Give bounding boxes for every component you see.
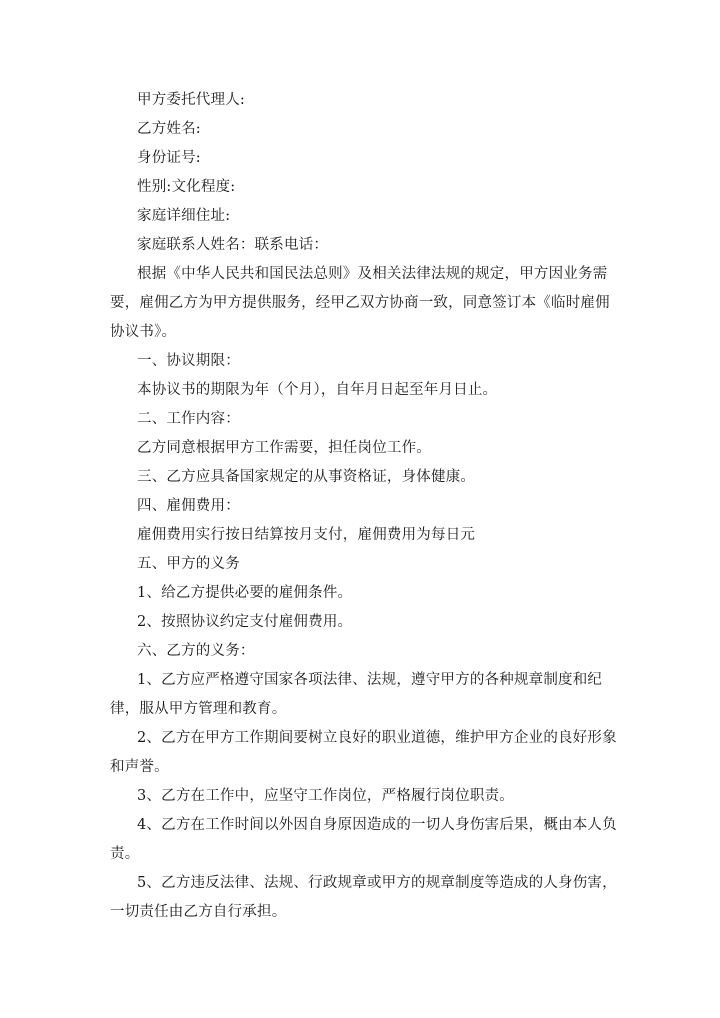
section-6-item-1 bbox=[110, 666, 620, 724]
field-address: 家庭详细住址: bbox=[137, 208, 231, 224]
section-4-heading: 四、雇佣费用： bbox=[137, 498, 240, 514]
section-4-body: 雇佣费用实行按日结算按月支付，雇佣费用为每日元 bbox=[137, 527, 476, 543]
intro-line-1: 根据《中华人民共和国民法总则》及相关法律法规的规定，甲方因业务需 bbox=[137, 266, 608, 282]
section-2-body: 乙方同意根据甲方工作需要，担任岗位工作。 bbox=[137, 440, 431, 456]
section-6-item-1-line-1: 1、乙方应严格遵守国家各项法律、法规，遵守甲方的各种规章制度和纪 bbox=[137, 672, 603, 688]
section-6-item-1-line-2: 律，服从甲方管理和教育。 bbox=[110, 701, 287, 717]
section-1-heading: 一、协议期限： bbox=[137, 353, 240, 369]
section-6-item-5 bbox=[110, 869, 620, 927]
intro-paragraph bbox=[110, 260, 620, 347]
field-id-number: 身份证号: bbox=[137, 150, 201, 166]
section-6-item-5-line-1: 5、乙方违反法律、法规、行政规章或甲方的规章制度等造成的人身伤害， bbox=[137, 875, 617, 891]
section-6-item-2-line-2: 和声誉。 bbox=[110, 759, 169, 775]
field-contact: 家庭联系人姓名：联系电话： bbox=[137, 237, 329, 253]
field-party-b-name: 乙方姓名: bbox=[137, 121, 201, 137]
section-2-heading: 二、工作内容： bbox=[137, 411, 240, 427]
section-6-item-2 bbox=[110, 724, 620, 782]
section-6-item-4-line-2: 责。 bbox=[110, 846, 140, 862]
section-3-heading: 三、乙方应具备国家规定的从事资格证，身体健康。 bbox=[137, 469, 476, 485]
section-5-heading: 五、甲方的义务 bbox=[137, 556, 240, 572]
field-gender-education: 性别:文化程度: bbox=[137, 179, 236, 195]
section-5-item-2: 2、按照协议约定支付雇佣费用。 bbox=[137, 614, 353, 630]
intro-line-2: 要，雇佣乙方为甲方提供服务，经甲乙双方协商一致，同意签订本《临时雇佣 bbox=[110, 295, 610, 311]
section-6-item-4-line-1: 4、乙方在工作时间以外因自身原因造成的一切人身伤害后果，概由本人负 bbox=[137, 817, 617, 833]
section-6-item-2-line-1: 2、乙方在甲方工作期间要树立良好的职业道德，维护甲方企业的良好形象 bbox=[137, 730, 617, 746]
section-6-item-3: 3、乙方在工作中，应坚守工作岗位，严格履行岗位职责。 bbox=[137, 788, 514, 804]
section-1-body: 本协议书的期限为年（个月），自年月日起至年月日止。 bbox=[137, 382, 498, 398]
section-6-heading: 六、乙方的义务： bbox=[137, 643, 255, 659]
section-6-item-5-line-2: 一切责任由乙方自行承担。 bbox=[110, 904, 287, 920]
field-agent: 甲方委托代理人: bbox=[137, 92, 245, 108]
intro-line-3: 协议书》。 bbox=[110, 324, 177, 340]
section-5-item-1: 1、给乙方提供必要的雇佣条件。 bbox=[137, 585, 353, 601]
section-6-item-4 bbox=[110, 811, 620, 869]
document-body bbox=[110, 86, 620, 927]
